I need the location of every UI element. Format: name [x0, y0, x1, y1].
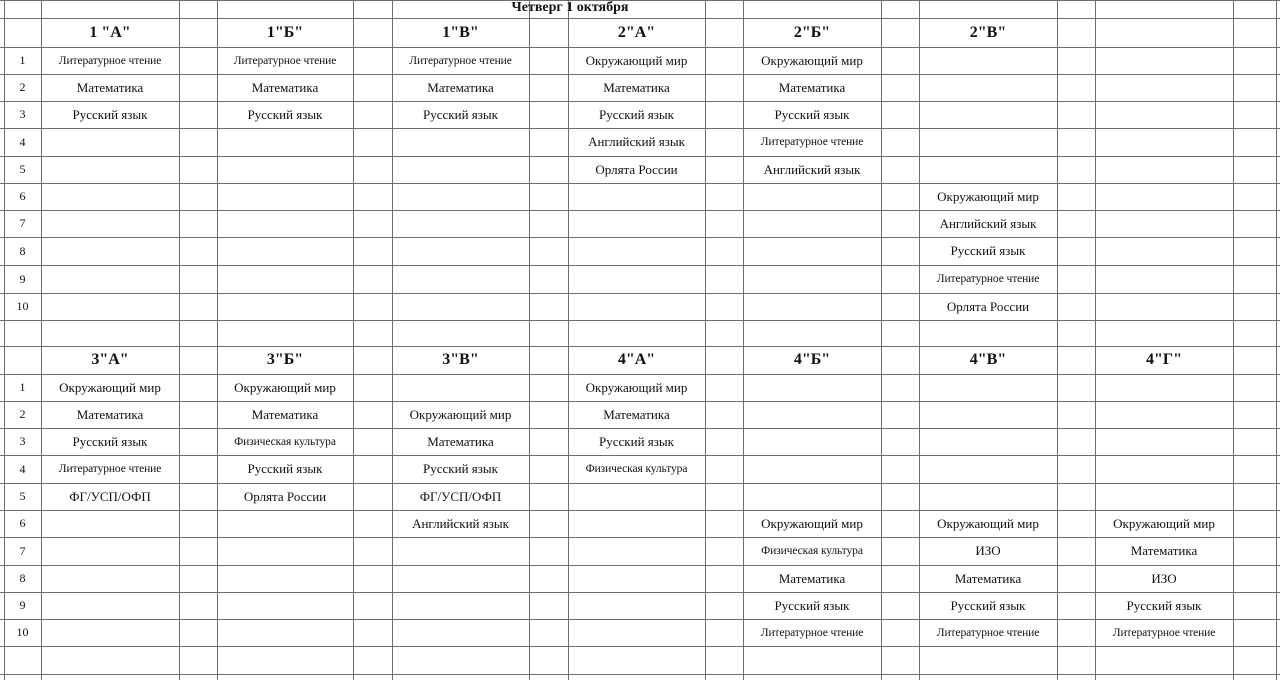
lesson-cell[interactable] — [568, 510, 705, 537]
lesson-cell[interactable]: Математика — [778, 570, 846, 586]
row-line — [0, 320, 1280, 321]
lesson-cell[interactable] — [568, 293, 705, 320]
class-header[interactable]: 1"В" — [442, 23, 479, 41]
lesson-cell[interactable] — [392, 183, 529, 210]
lesson-cell[interactable]: Русский язык — [599, 433, 674, 449]
lesson-cell[interactable] — [41, 210, 179, 237]
lesson-cell[interactable]: Физическая культура — [234, 435, 336, 448]
lesson-cell[interactable] — [1095, 293, 1233, 320]
lesson-number[interactable]: 5 — [19, 162, 26, 176]
lesson-cell[interactable]: Русский язык — [1126, 597, 1202, 613]
lesson-cell[interactable]: Окружающий мир — [761, 515, 863, 531]
lesson-cell[interactable]: Английский язык — [588, 134, 685, 149]
lesson-cell[interactable] — [743, 401, 881, 428]
lesson-cell[interactable]: ИЗО — [975, 543, 1001, 558]
row-line — [0, 646, 1280, 647]
class-header[interactable]: 4"Г" — [1146, 351, 1182, 368]
column-line — [353, 0, 354, 680]
lesson-cell[interactable]: Литературное чтение — [936, 273, 1040, 285]
lesson-cell[interactable] — [41, 128, 179, 156]
class-header[interactable]: 3"В" — [442, 351, 479, 368]
lesson-number[interactable]: 4 — [19, 461, 26, 476]
lesson-cell[interactable]: Литературное чтение — [58, 54, 162, 67]
lesson-number[interactable]: 8 — [19, 243, 26, 258]
lesson-number[interactable]: 7 — [19, 216, 26, 230]
class-header[interactable] — [1095, 18, 1233, 47]
lesson-cell[interactable]: Русский язык — [950, 597, 1026, 613]
lesson-cell[interactable] — [392, 265, 529, 293]
lesson-cell[interactable]: Окружающий мир — [585, 52, 688, 68]
lesson-cell[interactable] — [743, 210, 881, 237]
lesson-cell[interactable] — [1095, 265, 1233, 293]
lesson-cell[interactable] — [41, 183, 179, 210]
lesson-cell[interactable] — [1095, 428, 1233, 455]
lesson-cell[interactable] — [919, 47, 1057, 74]
lesson-cell[interactable]: Окружающий мир — [761, 52, 863, 68]
lesson-cell[interactable]: Математика — [954, 570, 1022, 586]
lesson-cell[interactable]: Орлята России — [946, 298, 1030, 314]
lesson-cell[interactable]: Математика — [76, 406, 144, 422]
lesson-cell[interactable] — [568, 237, 705, 265]
lesson-cell[interactable] — [919, 374, 1057, 401]
lesson-cell[interactable]: ФГ/УСП/ОФП — [69, 488, 151, 504]
lesson-cell[interactable]: Физическая культура — [761, 545, 863, 557]
lesson-cell[interactable] — [217, 265, 353, 293]
lesson-number[interactable]: 3 — [19, 107, 26, 121]
lesson-cell[interactable] — [1095, 483, 1233, 510]
lesson-cell[interactable]: Математика — [251, 79, 319, 95]
lesson-number[interactable]: 4 — [19, 134, 26, 149]
lesson-cell[interactable]: Математика — [1130, 543, 1198, 558]
lesson-cell[interactable]: Литературное чтение — [760, 626, 864, 639]
lesson-cell[interactable] — [568, 210, 705, 237]
lesson-cell[interactable] — [392, 619, 529, 646]
lesson-number[interactable]: 10 — [16, 625, 29, 639]
class-header[interactable]: 4"В" — [969, 351, 1007, 368]
lesson-cell[interactable]: Окружающий мир — [1113, 515, 1215, 531]
lesson-cell[interactable] — [568, 619, 705, 646]
lesson-cell[interactable] — [392, 156, 529, 183]
class-header[interactable]: 4"А" — [617, 351, 656, 368]
lesson-cell[interactable]: Русский язык — [774, 106, 850, 122]
class-header[interactable]: 2"Б" — [793, 23, 831, 41]
lesson-cell[interactable]: Русский язык — [72, 106, 148, 122]
class-header[interactable]: 2"А" — [617, 23, 656, 41]
lesson-cell[interactable]: Русский язык — [247, 461, 323, 476]
lesson-number[interactable]: 9 — [19, 271, 26, 286]
class-header[interactable]: 1"Б" — [266, 23, 304, 41]
lesson-cell[interactable] — [1095, 374, 1233, 401]
lesson-cell[interactable] — [392, 237, 529, 265]
lesson-cell[interactable] — [568, 483, 705, 510]
lesson-cell[interactable] — [1095, 74, 1233, 101]
lesson-cell[interactable]: Литературное чтение — [58, 463, 162, 475]
lesson-cell[interactable]: Орлята России — [243, 488, 327, 504]
lesson-cell[interactable]: Математика — [603, 79, 670, 95]
lesson-number[interactable]: 8 — [19, 571, 26, 585]
lesson-cell[interactable] — [41, 293, 179, 320]
lesson-cell[interactable]: Окружающий мир — [59, 379, 161, 395]
lesson-cell[interactable] — [743, 483, 881, 510]
lesson-cell[interactable] — [41, 237, 179, 265]
column-line — [1276, 0, 1277, 680]
lesson-number[interactable]: 2 — [19, 407, 26, 421]
lesson-cell[interactable] — [217, 592, 353, 619]
lesson-cell[interactable] — [1095, 183, 1233, 210]
class-header[interactable]: 1 "А" — [89, 23, 131, 41]
lesson-number[interactable]: 1 — [19, 380, 26, 394]
lesson-cell[interactable]: Английский язык — [412, 515, 509, 531]
lesson-cell[interactable]: Окружающий мир — [937, 188, 1039, 204]
lesson-cell[interactable] — [392, 128, 529, 156]
lesson-cell[interactable]: Русский язык — [599, 106, 674, 122]
lesson-cell[interactable] — [217, 156, 353, 183]
lesson-cell[interactable] — [41, 537, 179, 565]
schedule-title[interactable]: Четверг 1 октября — [511, 0, 629, 15]
lesson-cell[interactable] — [1095, 47, 1233, 74]
lesson-cell[interactable] — [392, 565, 529, 592]
lesson-cell[interactable] — [217, 183, 353, 210]
lesson-cell[interactable]: ИЗО — [1151, 570, 1177, 586]
column-line — [1057, 0, 1058, 680]
class-header[interactable]: 2"В" — [969, 23, 1007, 41]
lesson-cell[interactable] — [41, 156, 179, 183]
lesson-cell[interactable] — [1095, 101, 1233, 128]
lesson-cell[interactable]: Литературное чтение — [760, 136, 864, 148]
column-line — [529, 0, 530, 680]
lesson-cell[interactable] — [41, 265, 179, 293]
lesson-cell[interactable]: Русский язык — [247, 106, 323, 122]
lesson-cell[interactable] — [392, 210, 529, 237]
lesson-number[interactable]: 9 — [19, 598, 26, 612]
lesson-cell[interactable]: Математика — [76, 79, 144, 95]
lesson-cell[interactable] — [1095, 156, 1233, 183]
lesson-cell[interactable] — [743, 265, 881, 293]
row-line — [0, 674, 1280, 675]
lesson-cell[interactable] — [743, 455, 881, 483]
lesson-number[interactable]: 6 — [19, 189, 26, 203]
lesson-cell[interactable] — [41, 510, 179, 537]
lesson-cell[interactable] — [1095, 128, 1233, 156]
lesson-cell[interactable]: Русский язык — [950, 243, 1026, 258]
lesson-cell[interactable]: Математика — [427, 433, 494, 449]
lesson-cell[interactable]: Русский язык — [72, 433, 148, 449]
lesson-cell[interactable] — [919, 401, 1057, 428]
lesson-cell[interactable]: Орлята России — [595, 161, 678, 177]
class-header[interactable]: 4"Б" — [793, 351, 831, 368]
lesson-cell[interactable] — [919, 128, 1057, 156]
lesson-cell[interactable]: Математика — [603, 406, 670, 422]
lesson-number[interactable]: 10 — [16, 299, 29, 313]
lesson-number[interactable]: 2 — [19, 80, 26, 94]
lesson-cell[interactable] — [217, 510, 353, 537]
lesson-cell[interactable] — [568, 183, 705, 210]
lesson-cell[interactable] — [568, 565, 705, 592]
lesson-cell[interactable] — [217, 537, 353, 565]
lesson-cell[interactable]: Русский язык — [774, 597, 850, 613]
lesson-cell[interactable] — [392, 537, 529, 565]
lesson-cell[interactable] — [217, 210, 353, 237]
lesson-cell[interactable] — [743, 183, 881, 210]
lesson-cell[interactable] — [392, 374, 529, 401]
lesson-cell[interactable] — [1095, 401, 1233, 428]
lesson-cell[interactable] — [1095, 237, 1233, 265]
lesson-cell[interactable]: Окружающий мир — [409, 406, 512, 422]
lesson-cell[interactable] — [1095, 210, 1233, 237]
lesson-number[interactable]: 5 — [19, 489, 26, 503]
lesson-cell[interactable]: Физическая культура — [585, 463, 688, 475]
lesson-cell[interactable]: Окружающий мир — [234, 379, 336, 395]
lesson-cell[interactable]: Литературное чтение — [409, 54, 512, 67]
column-line — [1233, 0, 1234, 680]
lesson-cell[interactable]: Литературное чтение — [1112, 626, 1216, 639]
lesson-cell[interactable] — [919, 428, 1057, 455]
lesson-cell[interactable] — [919, 74, 1057, 101]
lesson-cell[interactable] — [568, 592, 705, 619]
lesson-cell[interactable] — [217, 293, 353, 320]
lesson-cell[interactable]: Математика — [778, 79, 846, 95]
lesson-cell[interactable]: Математика — [427, 79, 494, 95]
lesson-cell[interactable] — [743, 237, 881, 265]
lesson-cell[interactable]: Окружающий мир — [937, 515, 1039, 531]
lesson-cell[interactable]: Окружающий мир — [585, 379, 688, 395]
lesson-cell[interactable] — [217, 565, 353, 592]
lesson-number[interactable]: 7 — [19, 543, 26, 558]
class-header[interactable]: 3"Б" — [266, 351, 304, 368]
lesson-cell[interactable]: Математика — [251, 406, 319, 422]
lesson-cell[interactable]: Русский язык — [423, 106, 498, 122]
lesson-number[interactable]: 1 — [19, 53, 26, 67]
column-line — [705, 0, 706, 680]
column-line — [179, 0, 180, 680]
lesson-cell[interactable] — [919, 101, 1057, 128]
column-line — [881, 0, 882, 680]
lesson-cell[interactable]: Английский язык — [763, 161, 861, 177]
lesson-cell[interactable] — [41, 565, 179, 592]
lesson-cell[interactable] — [919, 156, 1057, 183]
lesson-cell[interactable] — [743, 428, 881, 455]
lesson-cell[interactable] — [568, 265, 705, 293]
lesson-cell[interactable] — [41, 592, 179, 619]
lesson-cell[interactable] — [41, 619, 179, 646]
lesson-cell[interactable]: Литературное чтение — [233, 54, 337, 67]
lesson-cell[interactable] — [568, 537, 705, 565]
lesson-cell[interactable]: Литературное чтение — [936, 626, 1040, 639]
lesson-cell[interactable] — [919, 455, 1057, 483]
lesson-cell[interactable] — [1095, 455, 1233, 483]
lesson-number[interactable]: 3 — [19, 434, 26, 448]
lesson-cell[interactable] — [743, 374, 881, 401]
lesson-number[interactable]: 6 — [19, 516, 26, 530]
lesson-cell[interactable] — [919, 483, 1057, 510]
lesson-cell[interactable] — [217, 237, 353, 265]
lesson-cell[interactable]: Английский язык — [939, 215, 1037, 231]
lesson-cell[interactable]: ФГ/УСП/ОФП — [419, 488, 502, 504]
lesson-cell[interactable] — [743, 293, 881, 320]
lesson-cell[interactable] — [217, 619, 353, 646]
lesson-cell[interactable] — [392, 293, 529, 320]
class-header[interactable]: 3"А" — [91, 351, 129, 368]
lesson-cell[interactable] — [392, 592, 529, 619]
lesson-cell[interactable]: Русский язык — [423, 461, 498, 476]
lesson-cell[interactable] — [217, 128, 353, 156]
